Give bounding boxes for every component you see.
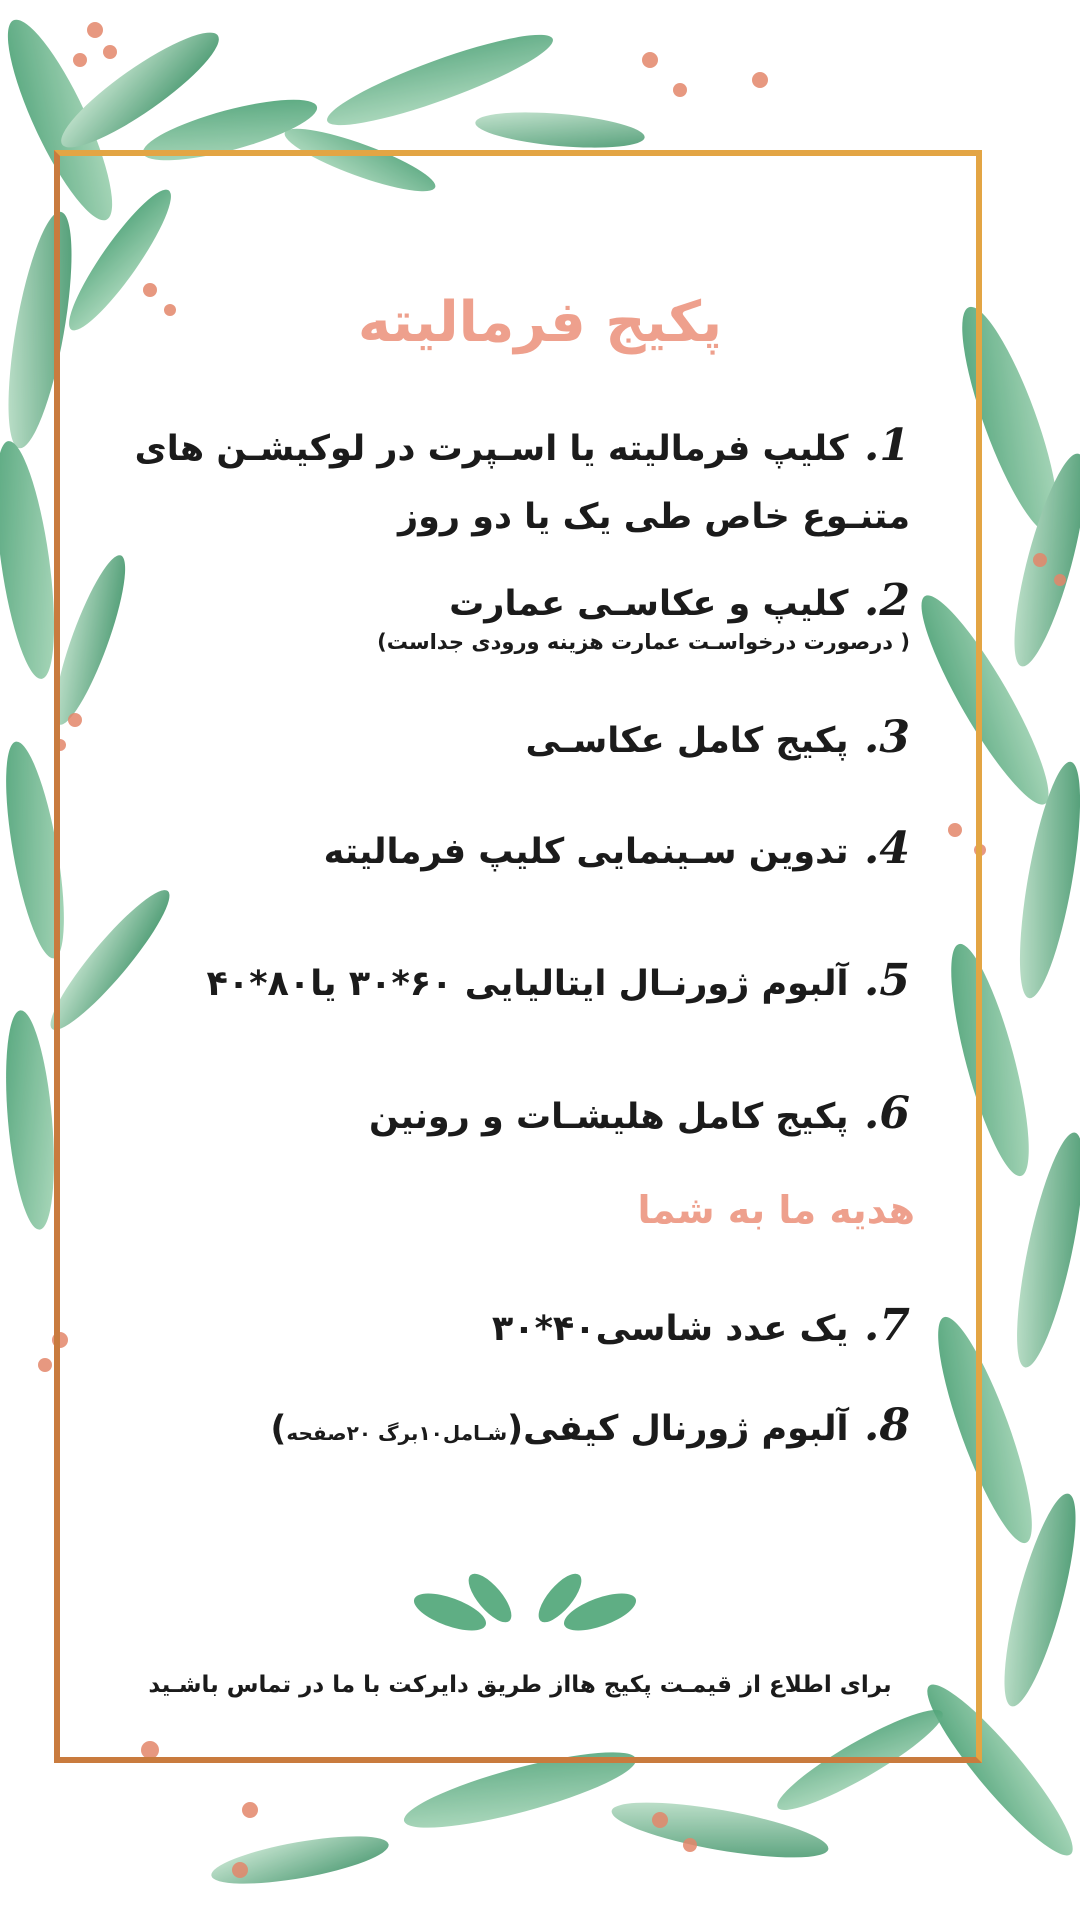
item-note: ( درصورت درخواسـت عمارت هزینه ورودی جداست) [377, 630, 910, 654]
list-item-1 [130, 415, 910, 548]
gift-item-7 [150, 1300, 910, 1351]
item-number: 6. [864, 1088, 910, 1139]
item-number: 3. [864, 712, 910, 763]
footer-note: برای اطلاع از قیمـت پکیج هااز طریق دایرکت با ما در تماس باشـید [148, 1672, 892, 1698]
item-number: 1. [864, 420, 910, 471]
item-text: آلبوم ژورنال کیفی( [507, 1409, 849, 1449]
list-item-4 [150, 823, 910, 874]
item-number: 7. [864, 1300, 910, 1351]
item-number: 4. [864, 823, 910, 874]
list-item-2 [150, 575, 910, 654]
list-item-5 [110, 955, 910, 1006]
page-title: پکیج فرمالیته [357, 290, 723, 355]
gift-heading: هدیه ما به شما [637, 1188, 915, 1232]
item-text: پکیج کامل هلیشـات و رونین [368, 1097, 849, 1137]
item-text: یک عدد شاسی۴۰*۳۰ [491, 1309, 849, 1349]
item-text-line2: متنـوع خاص طی یک یا دو روز [397, 497, 910, 537]
item-detail: شـامل۱۰برگ ۲۰صفحه [286, 1421, 508, 1445]
item-number: 2. [864, 575, 910, 626]
item-number: 5. [864, 955, 910, 1006]
item-text: کلیپ و عکاسـی عمارت [449, 584, 849, 624]
list-item-3 [150, 712, 910, 763]
item-text: آلبوم ژورنـال ایتالیایی ۶۰*۳۰ یا۸۰*۴۰ [206, 964, 849, 1004]
list-item-6 [150, 1088, 910, 1139]
item-text: تدوین سـینمایی کلیپ فرمالیته [323, 832, 849, 872]
gift-item-8 [150, 1400, 910, 1451]
item-text: پکیج کامل عکاسـی [525, 721, 849, 761]
item-number: 8. [864, 1400, 910, 1451]
item-close-paren: ) [270, 1409, 287, 1449]
item-text: کلیپ فرمالیته یا اسـپرت در لوکیشـن های [134, 429, 849, 469]
